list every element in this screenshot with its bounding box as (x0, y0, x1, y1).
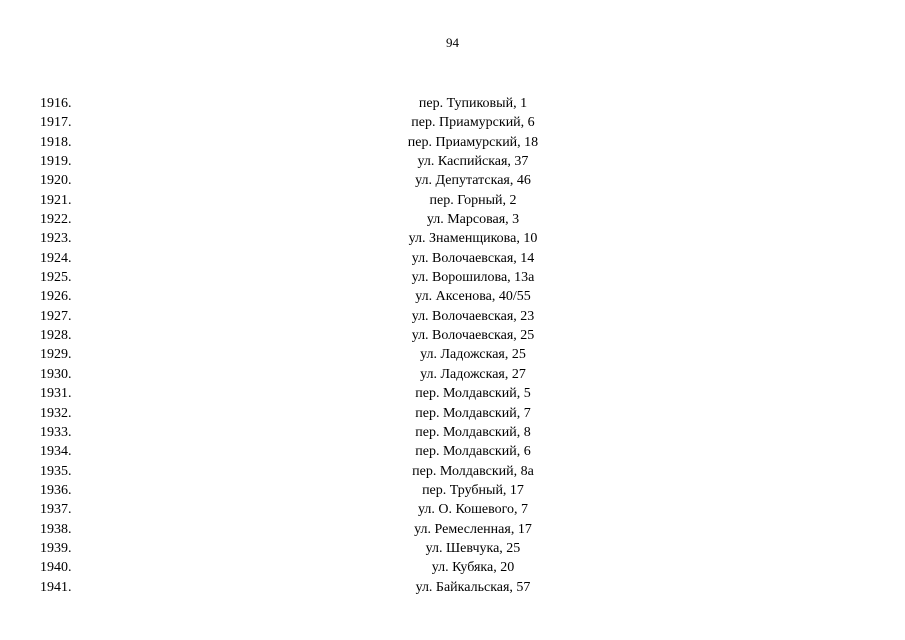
entry-address: ул. Ворошилова, 13а (411, 270, 535, 286)
entry-address: пер. Молдавский, 8 (415, 424, 531, 440)
entry-address: ул. Ладожская, 27 (420, 366, 526, 382)
entry-number: 1935. (40, 463, 72, 479)
list-item (0, 558, 905, 577)
entry-address: пер. Молдавский, 8а (412, 463, 534, 479)
list-item (0, 462, 905, 481)
entry-number: 1917. (40, 115, 72, 131)
entry-address: ул. Знаменщикова, 10 (408, 231, 538, 247)
entry-number: 1939. (40, 540, 72, 556)
list-item (0, 365, 905, 384)
list-item (0, 152, 905, 171)
entry-number: 1921. (40, 192, 72, 208)
entry-number: 1927. (40, 308, 72, 324)
list-item (0, 442, 905, 461)
entry-address: ул. Шевчука, 25 (425, 540, 521, 556)
page-number: 94 (446, 35, 459, 50)
entry-address: ул. Волочаевская, 25 (411, 328, 535, 344)
entry-number: 1931. (40, 386, 72, 402)
list-item (0, 229, 905, 248)
entry-number: 1929. (40, 347, 72, 363)
entry-number: 1934. (40, 444, 72, 460)
address-list (0, 94, 905, 597)
entry-number: 1940. (40, 560, 72, 576)
entry-address: ул. Волочаевская, 14 (411, 250, 535, 266)
entry-address: ул. Байкальская, 57 (415, 579, 531, 595)
entry-address: ул. Кубяка, 20 (431, 560, 515, 576)
entry-number: 1928. (40, 328, 72, 344)
entry-address: пер. Тупиковый, 1 (418, 96, 528, 111)
entry-number: 1922. (40, 212, 72, 228)
entry-number: 1919. (40, 154, 72, 170)
entry-address: пер. Горный, 2 (429, 192, 517, 208)
entry-address: ул. Марсовая, 3 (426, 212, 520, 228)
entry-address: ул. Каспийская, 37 (417, 154, 529, 170)
entry-number: 1926. (40, 289, 72, 305)
list-item (0, 249, 905, 268)
entry-number: 1941. (40, 579, 72, 595)
list-item (0, 500, 905, 519)
entry-address: пер. Молдавский, 5 (415, 386, 531, 402)
entry-number: 1916. (40, 96, 72, 111)
entry-number: 1918. (40, 134, 72, 150)
entry-number: 1923. (40, 231, 72, 247)
list-item (0, 287, 905, 306)
entry-number: 1937. (40, 502, 72, 518)
entry-address: ул. О. Кошевого, 7 (417, 502, 529, 518)
entry-address: ул. Волочаевская, 23 (411, 308, 535, 324)
list-item (0, 423, 905, 442)
list-item (0, 268, 905, 287)
list-item (0, 384, 905, 403)
list-item (0, 133, 905, 152)
entry-number: 1920. (40, 173, 72, 189)
list-item (0, 94, 905, 113)
list-item (0, 113, 905, 132)
entry-number: 1924. (40, 250, 72, 266)
list-item (0, 520, 905, 539)
entry-number: 1930. (40, 366, 72, 382)
entry-number: 1932. (40, 405, 72, 421)
entry-address: ул. Депутатская, 46 (415, 173, 531, 189)
entry-number: 1925. (40, 270, 72, 286)
list-item (0, 578, 905, 597)
entry-address: ул. Ладожская, 25 (420, 347, 526, 363)
entry-address: пер. Приамурский, 6 (411, 115, 535, 131)
entry-number: 1933. (40, 424, 72, 440)
list-item (0, 326, 905, 345)
entry-address: пер. Приамурский, 18 (407, 134, 539, 150)
entry-number: 1938. (40, 521, 72, 537)
list-item (0, 307, 905, 326)
list-item (0, 404, 905, 423)
entry-number: 1936. (40, 482, 72, 498)
entry-address: ул. Аксенова, 40/55 (415, 289, 531, 305)
list-item (0, 210, 905, 229)
entry-address: пер. Молдавский, 6 (415, 444, 531, 460)
entry-address: ул. Ремесленная, 17 (414, 521, 532, 537)
list-item (0, 481, 905, 500)
list-item (0, 191, 905, 210)
list-item (0, 171, 905, 190)
entry-address: пер. Трубный, 17 (422, 482, 524, 498)
list-item (0, 539, 905, 558)
list-item (0, 345, 905, 364)
entry-address: пер. Молдавский, 7 (415, 405, 531, 421)
